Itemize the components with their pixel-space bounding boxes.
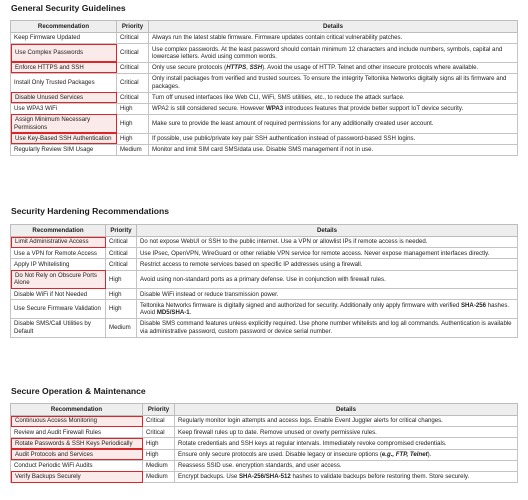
column-header-priority: Priority [106, 225, 137, 237]
security-hardening-table [10, 224, 518, 338]
priority-cell: Critical [143, 416, 175, 427]
details-cell: Rotate credentials and SSH keys at regular intervals. Immediately revoke compromised credentials. [175, 438, 518, 449]
details-cell: WPA2 is still considered secure. However WPA3 introduces features that provide better support IoT device security. [149, 103, 518, 114]
recommendation-label: Conduct Periodic WiFi Audits [14, 462, 93, 470]
recommendation-cell [11, 103, 117, 114]
priority-cell: High [117, 133, 149, 144]
table-row [11, 438, 518, 449]
section-title-operation: Secure Operation & Maintenance [11, 386, 146, 396]
recommendation-cell [11, 427, 143, 438]
details-cell: Disable SMS command features unless explicitly required. Use phone number whitelists and log all commands. Authentication is available via administrative password, custom password or device serial number. [137, 318, 518, 337]
details-cell: Do not expose WebUI or SSH to the public internet. Use a VPN or allowlist IPs if remote access is needed. [137, 237, 518, 248]
priority-cell: Critical [143, 427, 175, 438]
table-row [11, 237, 518, 248]
table-row [11, 259, 518, 270]
recommendation-cell [11, 144, 117, 155]
priority-cell: Critical [106, 248, 137, 259]
section-title-hardening: Security Hardening Recommendations [11, 206, 170, 216]
details-cell: Restrict access to remote services based on specific IP addresses using a firewall. [137, 259, 518, 270]
general-security-table [10, 20, 518, 156]
table-row [11, 73, 518, 92]
details-cell: Only use secure protocols (HTTPS, SSH). Avoid the usage of HTTP. Telnet and other insecure protocols where available. [149, 62, 518, 73]
table-header-row [11, 404, 518, 416]
details-cell: Regularly monitor login attempts and access logs. Enable Event Juggler alerts for critical changes. [175, 416, 518, 427]
recommendation-cell [11, 471, 143, 482]
table-row [11, 114, 518, 133]
table-row [11, 300, 518, 319]
priority-cell: Critical [117, 62, 149, 73]
details-cell: Turn off unused interfaces like Web CLI, WiFi, SMS utilities, etc., to reduce the attack surface. [149, 92, 518, 103]
details-cell: Ensure only secure protocols are used. Disable legacy or insecure options (e.g., FTP, Telnet). [175, 449, 518, 460]
recommendation-label: Apply IP Whitelisting [14, 260, 70, 268]
table-row [11, 270, 518, 289]
column-header-details: Details [137, 225, 518, 237]
details-cell: Disable WiFi instead or reduce transmission power. [137, 289, 518, 300]
column-header-details: Details [149, 21, 518, 33]
recommendation-label: Rotate Passwords & SSH Keys Periodically [15, 439, 133, 447]
details-cell: If possible, use public/private key pair SSH authentication instead of password-based SSH logins. [149, 133, 518, 144]
recommendation-label: Use WPA3 WiFi [14, 105, 58, 113]
table-row [11, 318, 518, 337]
recommendation-label: Use a VPN for Remote Access [14, 249, 97, 257]
priority-cell: High [143, 438, 175, 449]
recommendation-label: Disable Unused Services [15, 93, 84, 101]
recommendation-cell [11, 416, 143, 427]
recommendation-label: Install Only Trusted Packages [14, 79, 95, 87]
priority-cell: Medium [106, 318, 137, 337]
priority-cell: Critical [117, 73, 149, 92]
table-row [11, 44, 518, 63]
priority-cell: Medium [143, 460, 175, 471]
recommendation-label: Regularly Review SIM Usage [14, 146, 94, 154]
recommendation-label: Use Key-Based SSH Authentication [15, 134, 112, 142]
table-row [11, 62, 518, 73]
table-header-row [11, 225, 518, 237]
details-cell: Teltonika Networks firmware is digitally signed and authorized for security. Additionally only apply firmware with verified SHA-256 hashes. Avoid MD5/SHA-1. [137, 300, 518, 319]
recommendation-cell [11, 33, 117, 44]
table-header-row [11, 21, 518, 33]
recommendation-cell [11, 449, 143, 460]
recommendation-label: Review and Audit Firewall Rules [14, 428, 102, 436]
priority-cell: Critical [117, 92, 149, 103]
column-header-recommendation: Recommendation [11, 225, 106, 237]
recommendation-label: Enforce HTTPS and SSH [15, 64, 84, 72]
details-cell: Use IPsec, OpenVPN, WireGuard or other reliable VPN service for remote access. Never expose management interfaces directly. [137, 248, 518, 259]
table-row [11, 427, 518, 438]
table-row [11, 133, 518, 144]
recommendation-label: Use Secure Firmware Validation [14, 305, 101, 313]
recommendation-cell [11, 300, 106, 319]
recommendation-cell [11, 62, 117, 73]
recommendation-label: Disable WiFi if Not Needed [14, 290, 88, 298]
table-row [11, 144, 518, 155]
recommendation-cell [11, 133, 117, 144]
recommendation-cell [11, 289, 106, 300]
details-cell: Always run the latest stable firmware. Firmware updates contain critical vulnerability patches. [149, 33, 518, 44]
recommendation-cell [11, 237, 106, 248]
details-cell: Keep firewall rules up to date. Remove unused or overly permissive rules. [175, 427, 518, 438]
details-cell: Use complex passwords. At the least password should contain minimum 12 characters and include numbers, symbols, capital and lowercase letters. Avoid using common words. [149, 44, 518, 63]
recommendation-label: Continuous Access Monitoring [15, 417, 97, 425]
recommendation-cell [11, 259, 106, 270]
details-cell: Make sure to provide the least amount of required permissions for any additionally created user account. [149, 114, 518, 133]
recommendation-cell [11, 318, 106, 337]
recommendation-cell [11, 460, 143, 471]
recommendation-cell [11, 44, 117, 63]
column-header-priority: Priority [117, 21, 149, 33]
priority-cell: High [117, 103, 149, 114]
details-cell: Reassess SSID use. encryption standards, and user access. [175, 460, 518, 471]
priority-cell: Medium [143, 471, 175, 482]
priority-cell: High [106, 300, 137, 319]
recommendation-label: Disable SMS/Call Utilities by Default [14, 320, 91, 335]
table-row [11, 103, 518, 114]
table-row [11, 460, 518, 471]
recommendation-label: Audit Protocols and Services [15, 450, 93, 458]
secure-operation-table [10, 403, 518, 483]
recommendation-label: Do Not Rely on Obscure Ports Alone [14, 271, 97, 287]
details-cell: Only install packages from verified and trusted sources. To ensure the integrity Teltonika Networks digitally signs all its firmware and packages. [149, 73, 518, 92]
priority-cell: Critical [117, 44, 149, 63]
details-cell: Encrypt backups. Use SHA-256/SHA-512 hashes to validate backups before restoring them. Store securely. [175, 471, 518, 482]
priority-cell: High [117, 114, 149, 133]
table-row [11, 33, 518, 44]
table-row [11, 289, 518, 300]
priority-cell: High [106, 270, 137, 289]
recommendation-cell [11, 92, 117, 103]
recommendation-cell [11, 438, 143, 449]
recommendation-cell [11, 248, 106, 259]
table-row [11, 449, 518, 460]
details-cell: Avoid using non-standard ports as a primary defense. Use in conjunction with firewall rules. [137, 270, 518, 289]
priority-cell: Critical [117, 33, 149, 44]
column-header-recommendation: Recommendation [11, 404, 143, 416]
recommendation-label: Limit Administrative Access [15, 238, 89, 246]
table-row [11, 471, 518, 482]
recommendation-label: Keep Firmware Updated [14, 34, 81, 42]
section-title-general: General Security Guidelines [11, 3, 126, 13]
table-row [11, 248, 518, 259]
recommendation-label: Use Complex Passwords [15, 49, 84, 57]
priority-cell: Critical [106, 259, 137, 270]
recommendation-label: Verify Backups Securely [15, 473, 81, 481]
table-row [11, 416, 518, 427]
recommendation-cell [11, 73, 117, 92]
priority-cell: Medium [117, 144, 149, 155]
recommendation-label: Assign Minimum Necessary Permissions [14, 116, 91, 131]
table-row [11, 92, 518, 103]
column-header-recommendation: Recommendation [11, 21, 117, 33]
priority-cell: Critical [106, 237, 137, 248]
details-cell: Monitor and limit SIM card SMS/data use. Disable SMS management if not in use. [149, 144, 518, 155]
column-header-details: Details [175, 404, 518, 416]
column-header-priority: Priority [143, 404, 175, 416]
priority-cell: High [106, 289, 137, 300]
recommendation-cell [11, 270, 106, 289]
recommendation-cell [11, 114, 117, 133]
priority-cell: High [143, 449, 175, 460]
